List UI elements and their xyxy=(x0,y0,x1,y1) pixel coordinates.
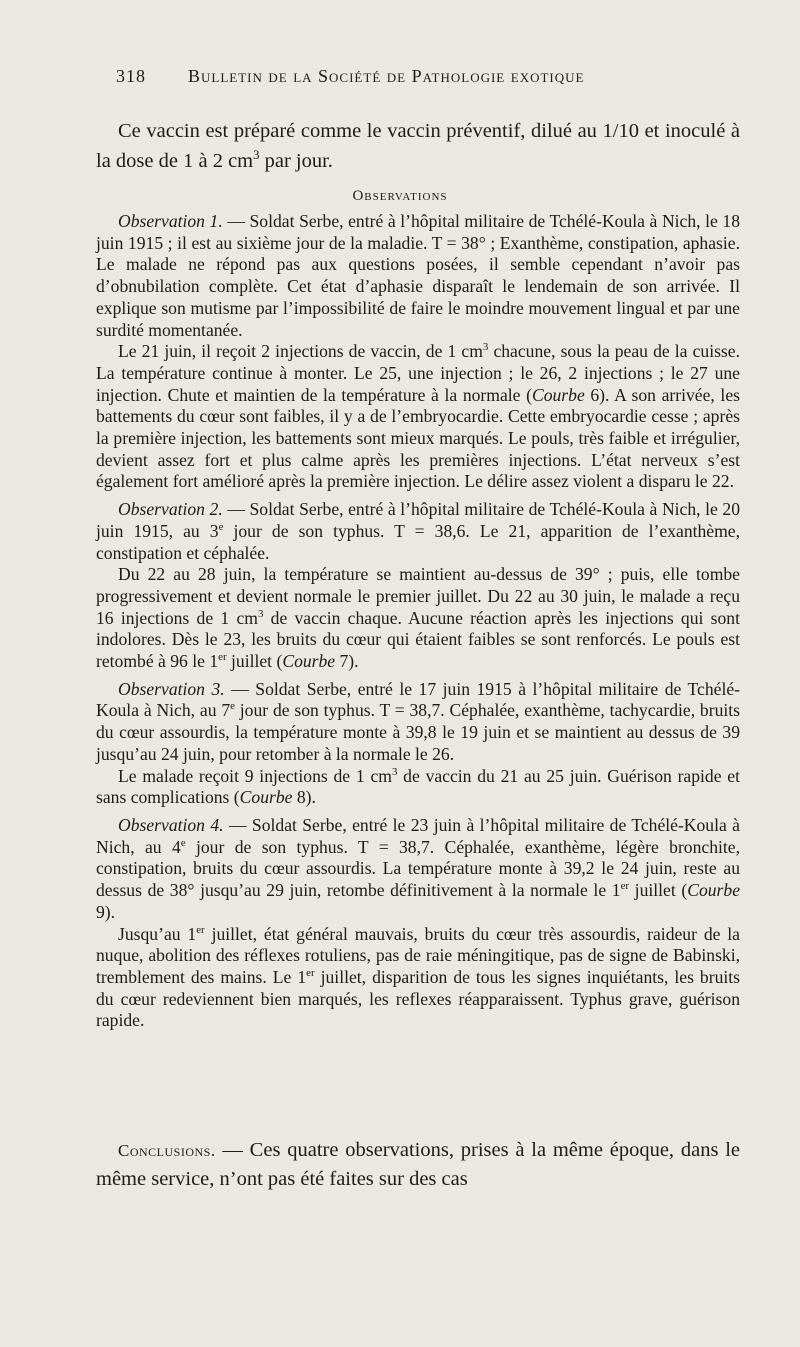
running-title: Bulletin de la Société de Pathologie exotique xyxy=(188,66,585,86)
superscript: e xyxy=(180,836,186,849)
text-run: — Soldat Serbe, entré à l’hôpital militaire de Tchélé-Koula à Nich, le 20 juin 1915, au 3 xyxy=(96,499,740,541)
conclusion-text: — Ces quatre observations, prises à la même époque, dans le même service, n’ont pas été faites sur des cas xyxy=(96,1139,740,1190)
observation-4 xyxy=(96,815,740,924)
superscript: e xyxy=(218,520,224,533)
conclusion-label: Conclusions. xyxy=(118,1141,216,1160)
text-run: de vaccin chaque. Aucune réaction après les injections qui sont indolores. Dès le 23, les bruits du cœur qui étaient faibles se sont renforcés. Le pouls est retombé à 96 le 1 xyxy=(96,607,740,672)
intro-text: Ce vaccin est préparé comme le vaccin préventif, dilué au 1/10 et inoculé à la dose de 1 à 2 cm xyxy=(96,120,740,172)
text-run: juillet ( xyxy=(629,880,688,901)
text-run: — Soldat Serbe, entré le 17 juin 1915 à l’hôpital militaire de Tchélé-Koula à Nich, au 7 xyxy=(96,678,740,721)
text-run: Du 22 au 28 juin, la température se maintient au-dessus de 39° ; puis, elle tombe progressivement et devient normale le premier juillet. Du 22 au 30 juin, le malade a reçu 16 injections de 1 cm xyxy=(96,564,740,628)
text-run: 7). xyxy=(335,651,359,672)
page-number: 318 xyxy=(116,66,146,86)
superscript: er xyxy=(218,651,227,664)
text-run: de vaccin du 21 au 25 juin. Guérison rapide et sans complications ( xyxy=(96,765,741,808)
text-run: juillet ( xyxy=(226,651,283,672)
observation-4-paragraph-2 xyxy=(96,924,740,1033)
observation-2-label: Observation 2. xyxy=(118,499,223,520)
section-title: Observations xyxy=(352,188,448,204)
intro-paragraph xyxy=(96,116,740,176)
conclusion-section xyxy=(96,1136,740,1194)
superscript: er xyxy=(306,967,315,980)
figure-reference: Courbe xyxy=(687,880,740,901)
superscript: 3 xyxy=(257,607,264,620)
observation-2-paragraph-2 xyxy=(96,564,740,673)
observation-1-text: — Soldat Serbe, entré à l’hôpital militaire de Tchélé-Koula à Nich, le 18 juin 1915 ; il est au sixième jour de la maladie. T = 38° ; Exanthème, constipation, aphasie. Le malade ne répond pas aux questions posées, il semble cependant n’avoir pas d’obnubilation complète. Cet état d’aphasie disparaît le lendemain de son arrivée. Il explique son mutisme par l’impossibilité de faire le moindre mouvement lingual et par une surdité momentanée. xyxy=(96,211,740,340)
intro-text-end: par jour. xyxy=(259,150,333,172)
observation-1-label: Observation 1. xyxy=(118,211,223,231)
text-run: — Soldat Serbe, entré le 23 juin à l’hôpital militaire de Tchélé-Koula à Nich, au 4 xyxy=(96,814,740,857)
figure-reference: Courbe xyxy=(239,787,293,808)
text-run: Jusqu’au 1 xyxy=(118,923,197,944)
superscript: e xyxy=(230,700,235,713)
superscript: 3 xyxy=(482,341,489,354)
text-run: Le 21 juin, il reçoit 2 injections de vaccin, de 1 cm xyxy=(118,341,483,362)
text-run: chacune, sous la peau de la cuisse. La température continue à monter. Le 25, une injection ; le 26, 2 injections ; le 27 une injection. Chute et maintien de la température à la normale ( xyxy=(96,341,740,405)
text-run: jour de son typhus. T = 38,7. Céphalée, exanthème, tachycardie, bruits du cœur assourdis, la température monte à 39,8 le 19 juin et se maintient au dessus de 39 jusqu’au 24 juin, pour retomber à la normale le 26. xyxy=(96,700,740,764)
text-run: juillet, état général mauvais, bruits du cœur très assourdis, raideur de la nuque, abolition des réflexes rotuliens, pas de raie méningitique, pas de signe de Babinski, tremblement des mains. Le 1 xyxy=(96,923,740,987)
text-run: 8). xyxy=(292,787,316,808)
superscript: er xyxy=(620,880,630,893)
text-run: jour de son typhus. T = 38,6. Le 21, apparition de l’exanthème, constipation et céphalée. xyxy=(96,520,740,563)
text-run: juillet, disparition de tous les signes inquiétants, les bruits du cœur redeviennent bien marqués, les reflexes réapparaissent. Typhus grave, guérison rapide. xyxy=(96,966,740,1031)
text-run: 9). xyxy=(96,901,116,922)
conclusion-paragraph xyxy=(96,1136,740,1194)
text-run: jour de son typhus. T = 38,7. Céphalée, exanthème, légère bronchite, constipation, bruits du cœur assourdis. La température monte à 39,2 le 24 juin, reste au dessus de 38° jusqu’au 29 juin, retombe définitivement à la normale le 1 xyxy=(96,836,740,901)
observation-4-label: Observation 4. xyxy=(118,814,224,835)
text-run: 6). A son arrivée, les battements du cœur sont faibles, il y a de l’embryocardie. Cette embryocardie cesse ; après la première injection, les battements sont mieux marqués. Le pouls, très faible et irrégulier, devient assez fort et plus calme après les premières injections. L’état nerveux s’est également fort amélioré après la première injection. Le délire assez violent a disparu le 22. xyxy=(96,384,740,492)
observation-2 xyxy=(96,499,740,564)
observation-3-label: Observation 3. xyxy=(118,678,225,699)
observation-1-paragraph-2 xyxy=(96,341,740,493)
superscript: er xyxy=(196,923,205,936)
figure-reference: Courbe xyxy=(282,651,336,672)
figure-reference: Courbe xyxy=(531,384,585,405)
observations-body xyxy=(96,211,740,1032)
intro-sup: 3 xyxy=(253,148,260,163)
observation-3-paragraph-2 xyxy=(96,766,740,809)
page-header xyxy=(116,66,736,92)
text-run: Le malade reçoit 9 injections de 1 cm xyxy=(118,765,392,786)
superscript: 3 xyxy=(391,765,398,778)
observation-3 xyxy=(96,679,740,766)
observation-1 xyxy=(96,211,740,341)
